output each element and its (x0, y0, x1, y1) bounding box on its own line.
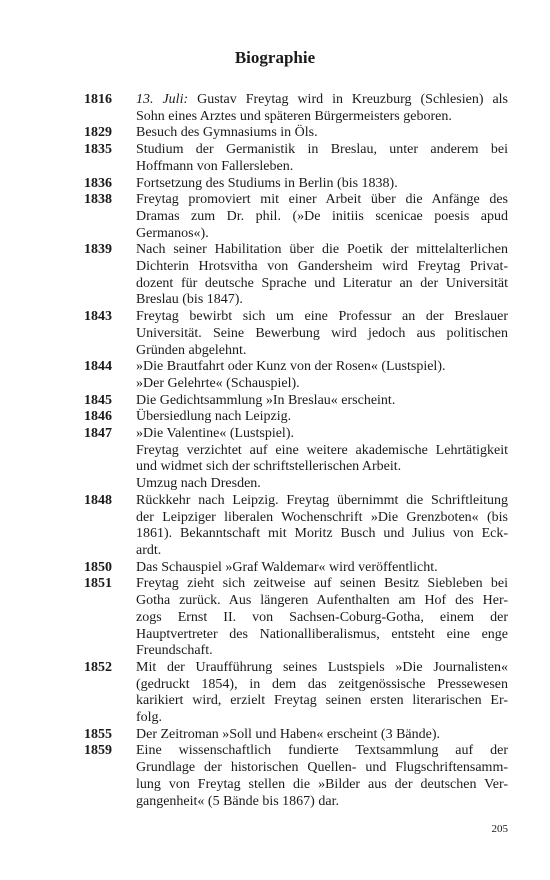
text-line (136, 309, 508, 326)
biography-entry (84, 493, 508, 560)
entry-year: 1846 (84, 409, 112, 425)
biography-entry (84, 142, 508, 175)
line-text: Freundschaft. (136, 643, 213, 659)
line-text: Besuch des Gymnasiums in Öls. (136, 125, 318, 141)
biography-entry (84, 409, 508, 426)
entry-year: 1851 (84, 576, 112, 592)
text-line (136, 677, 508, 694)
text-line (136, 443, 508, 460)
line-text: Hoffmann von Fallersleben. (136, 158, 294, 174)
biography-list (84, 92, 508, 810)
line-text: Dichterin Hrotsvitha von Gandersheim wird Freytag Privat- (136, 259, 508, 275)
line-text: Umzug nach Dresden. (136, 476, 261, 492)
text-line (136, 643, 508, 660)
text-line (136, 209, 508, 226)
line-text: Hauptvertreter des Nationalliberalismus, entsteht eine enge (136, 626, 508, 642)
line-text: »Die Valentine« (Lustspiel). (136, 426, 294, 442)
entry-year: 1835 (84, 142, 112, 158)
line-text: Gotha zurück. Aus längeren Aufenthalten am Hof des Her- (136, 593, 508, 609)
line-text: Eine wissenschaftlich fundierte Textsammlung auf der (136, 743, 508, 759)
entry-year: 1844 (84, 359, 112, 375)
entry-text (136, 359, 508, 392)
text-line (136, 493, 508, 510)
text-line (136, 259, 508, 276)
text-line (136, 476, 508, 493)
biography-entry (84, 309, 508, 359)
entry-text (136, 727, 508, 744)
entry-text (136, 125, 508, 142)
line-text: gangenheit« (5 Bände bis 1867) dar. (136, 793, 339, 809)
text-line (136, 627, 508, 644)
text-line (136, 276, 508, 293)
text-line (136, 192, 508, 209)
text-line (136, 226, 508, 243)
biography-entry (84, 576, 508, 660)
entry-text (136, 660, 508, 727)
line-text: lung von Freytag stellen die »Bilder aus der deutschen Ver- (136, 776, 508, 792)
line-text: Gustav Freytag wird in Kreuzburg (Schlesien) als (188, 92, 508, 107)
text-line (136, 526, 508, 543)
entry-text (136, 176, 508, 193)
entry-year: 1850 (84, 559, 112, 575)
line-text: »Die Brautfahrt oder Kunz von der Rosen« (Lustspiel). (136, 359, 446, 375)
entry-year: 1845 (84, 392, 112, 408)
text-line (136, 176, 508, 193)
line-text: Die Gedichtsammlung »In Breslau« erscheint. (136, 392, 396, 408)
text-line (136, 743, 508, 760)
text-line (136, 359, 508, 376)
line-text: Fortsetzung des Studiums in Berlin (bis 1838). (136, 175, 398, 191)
text-line (136, 376, 508, 393)
line-text: Das Schauspiel »Graf Waldemar« wird veröffentlicht. (136, 559, 438, 575)
entry-text (136, 242, 508, 309)
entry-year: 1852 (84, 659, 112, 675)
line-text: dozent für deutsche Sprache und Literatur an der Universität (136, 275, 508, 291)
line-text: und widmet sich der schriftstellerischen Arbeit. (136, 459, 402, 475)
entry-text (136, 576, 508, 660)
biography-entry (84, 176, 508, 193)
entry-year: 1843 (84, 309, 112, 325)
text-line (136, 142, 508, 159)
entry-year: 1838 (84, 192, 112, 208)
line-text: Studium der Germanistik in Breslau, unter anderem bei (136, 142, 508, 158)
text-line (136, 343, 508, 360)
line-text: Übersiedlung nach Leipzig. (136, 409, 292, 425)
line-text: zogs Ernst II. von Sachsen-Coburg-Gotha, einem der (136, 609, 508, 625)
line-text: Grundlage der historischen Quellen- und Flugschriftensamm- (136, 760, 508, 776)
entry-text (136, 426, 508, 493)
text-line (136, 760, 508, 777)
text-line (136, 610, 508, 627)
biography-entry (84, 125, 508, 142)
text-line (136, 794, 508, 811)
text-line (136, 459, 508, 476)
biography-entry (84, 92, 508, 125)
text-line (136, 125, 508, 142)
line-text: Freytag verzichtet auf eine weitere akademische Lehrtätigkeit (136, 442, 508, 458)
entry-year: 1839 (84, 242, 112, 258)
entry-year: 1855 (84, 726, 112, 742)
line-text: Nach seiner Habilitation über die Poetik der mittelalterlichen (136, 242, 508, 258)
text-line (136, 727, 508, 744)
text-line (136, 426, 508, 443)
biography-entry (84, 743, 508, 810)
line-text: »Der Gelehrte« (Schauspiel). (136, 375, 300, 391)
text-line (136, 159, 508, 176)
entry-text (136, 192, 508, 242)
entry-year: 1848 (84, 492, 112, 508)
line-text: Freytag zieht sich zeitweise auf seinen Besitz Siebleben bei (136, 576, 508, 592)
biography-entry (84, 242, 508, 309)
page-title: Biographie (234, 48, 316, 67)
date-emphasis: 13. Juli: (136, 92, 189, 107)
text-line (136, 510, 508, 527)
line-text: Dramas zum Dr. phil. (»De initiis scenicae poesis apud (136, 208, 508, 224)
line-text: Breslau (bis 1847). (136, 292, 243, 308)
entry-text (136, 142, 508, 175)
line-text: der Leipziger liberalen Wochenschrift »Die Grenzboten« (bis (136, 509, 508, 525)
entry-year: 1829 (84, 125, 112, 141)
text-line (136, 660, 508, 677)
line-text: Universität. Seine Bewerbung wird jedoch aus politischen (136, 325, 508, 341)
entry-year: 1816 (84, 92, 112, 107)
line-text: karikiert wird, erzielt Freytag seinen ersten literarischen Er- (136, 693, 508, 709)
text-line (136, 543, 508, 560)
line-text: 1861). Bekanntschaft mit Moritz Busch und Julius von Eck- (136, 526, 508, 542)
entry-text (136, 743, 508, 810)
text-line (136, 242, 508, 259)
line-text: folg. (136, 710, 163, 726)
entry-text (136, 409, 508, 426)
biography-entry (84, 359, 508, 392)
text-line (136, 409, 508, 426)
entry-text (136, 309, 508, 359)
entry-year: 1847 (84, 426, 112, 442)
entry-year: 1836 (84, 175, 112, 191)
biography-entry (84, 393, 508, 410)
text-line (136, 92, 508, 109)
entry-text (136, 560, 508, 577)
line-text: Rückkehr nach Leipzig. Freytag übernimmt die Schriftleitung (136, 492, 508, 508)
line-text: Gründen abgelehnt. (136, 342, 247, 358)
biography-entry (84, 426, 508, 493)
text-line (136, 393, 508, 410)
line-text: Freytag promoviert mit einer Arbeit über die Anfänge des (136, 192, 508, 208)
text-line (136, 109, 508, 126)
page-number: 205 (491, 823, 508, 835)
line-text: Mit der Uraufführung seines Lustspiels »Die Journalisten« (136, 659, 508, 675)
text-line (136, 777, 508, 794)
entry-text (136, 92, 508, 125)
text-line (136, 710, 508, 727)
biography-entry (84, 192, 508, 242)
biography-entry (84, 727, 508, 744)
biography-entry (84, 560, 508, 577)
text-line (136, 593, 508, 610)
text-line (136, 576, 508, 593)
text-line (136, 292, 508, 309)
line-text: ardt. (136, 542, 162, 558)
line-text: Der Zeitroman »Soll und Haben« erscheint (3 Bände). (136, 726, 441, 742)
biography-entry (84, 660, 508, 727)
line-text: Sohn eines Arztes und späteren Bürgermeisters geboren. (136, 108, 452, 124)
text-line (136, 693, 508, 710)
entry-year: 1859 (84, 743, 112, 759)
entry-text (136, 393, 508, 410)
line-text: Freytag bewirbt sich um eine Professur an der Breslauer (136, 309, 508, 325)
entry-text (136, 493, 508, 560)
line-text: (gedruckt 1854), in dem das zeitgenössische Pressewesen (136, 676, 508, 692)
text-line (136, 326, 508, 343)
text-line (136, 560, 508, 577)
line-text: Germanos«). (136, 225, 209, 241)
